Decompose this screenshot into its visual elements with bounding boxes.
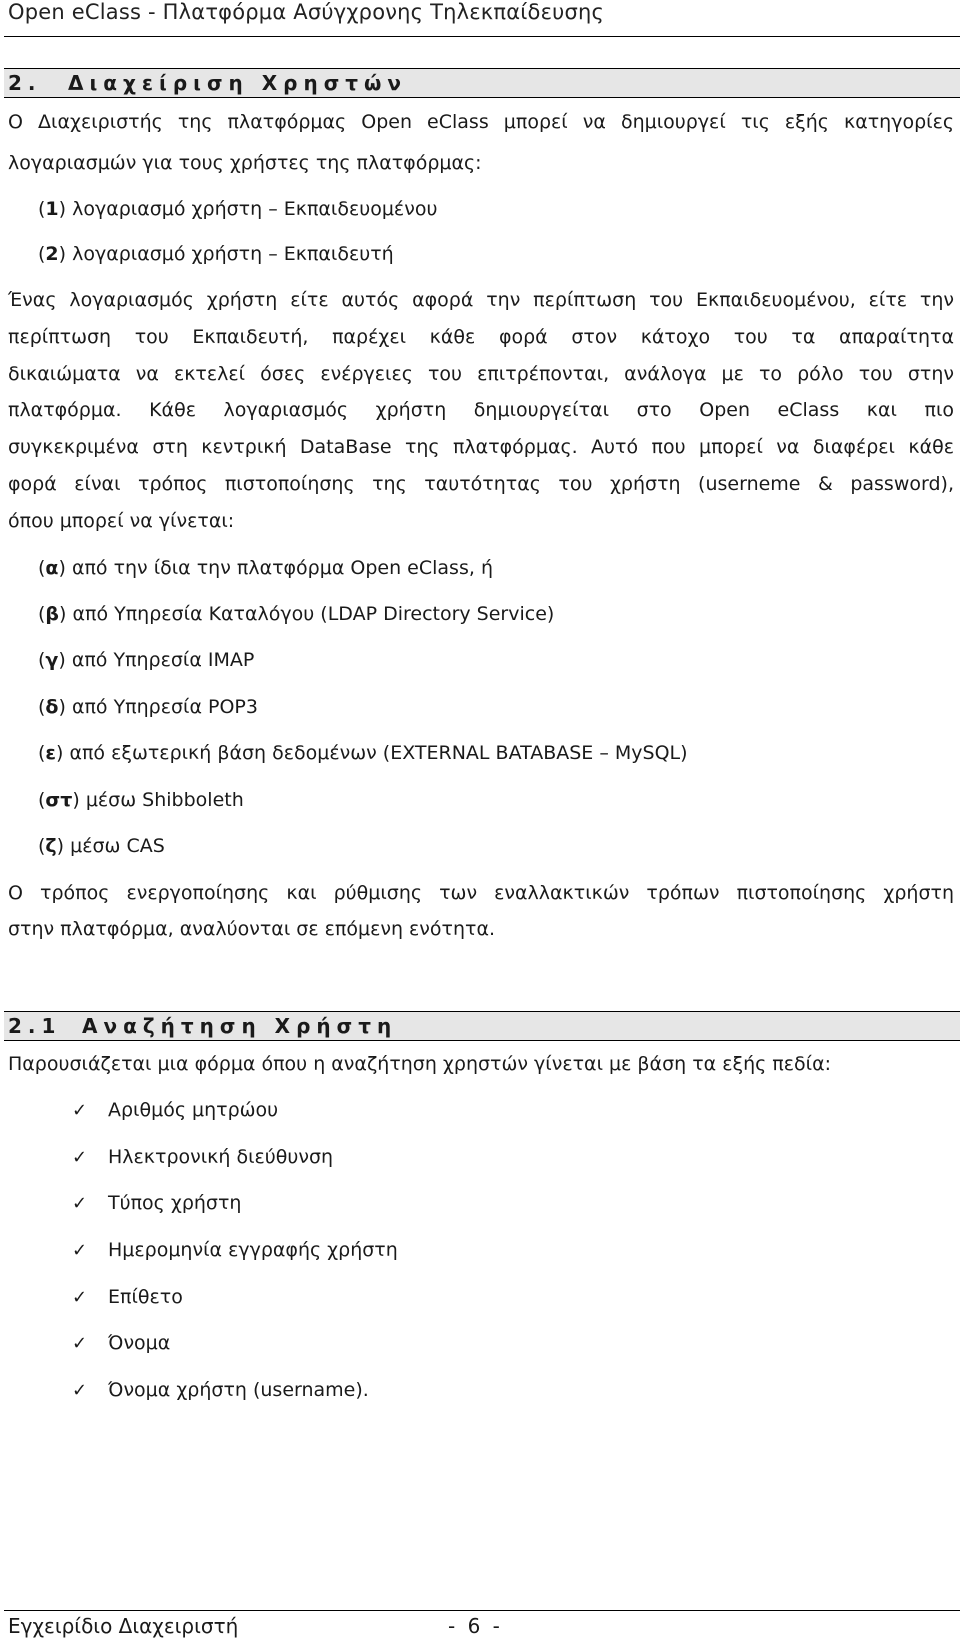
item-text: από Υπηρεσία Καταλόγου (LDAP Directory Service) bbox=[72, 603, 555, 625]
checkmark-icon: ✓ bbox=[72, 1193, 88, 1214]
footer-manual-name: Εγχειρίδιο Διαχειριστή bbox=[8, 1614, 239, 1638]
auth-method-item: (δ) από Υπηρεσία POP3 bbox=[38, 696, 258, 718]
search-intro: Παρουσιάζεται μια φόρμα όπου η αναζήτηση χρηστών γίνεται με βάση τα εξής πεδία: bbox=[8, 1053, 831, 1075]
item-text: λογαριασμό χρήστη – Εκπαιδευομένου bbox=[72, 198, 438, 220]
item-marker: 2 bbox=[45, 243, 59, 265]
auth-method-item: (α) από την ίδια την πλατφόρμα Open eClass, ή bbox=[38, 557, 493, 579]
field-label: Αριθμός μητρώου bbox=[108, 1099, 279, 1121]
account-type-item: (1) λογαριασμό χρήστη – Εκπαιδευομένου bbox=[38, 198, 438, 220]
item-text: από εξωτερική βάση δεδομένων (EXTERNAL BATABASE – MySQL) bbox=[69, 742, 688, 764]
item-text: από Υπηρεσία IMAP bbox=[71, 649, 255, 671]
body-line: περίπτωση του Εκπαιδευτή, παρέχει κάθε φορά στον κάτοχο του τα απαραίτητα bbox=[8, 326, 954, 348]
body-line: όπου μπορεί να γίνεται: bbox=[8, 510, 235, 532]
item-text: από την ίδια την πλατφόρμα Open eClass, ή bbox=[71, 557, 493, 579]
account-type-item: (2) λογαριασμό χρήστη – Εκπαιδευτή bbox=[38, 243, 394, 265]
closing-line: στην πλατφόρμα, αναλύονται σε επόμενη ενότητα. bbox=[8, 918, 496, 940]
item-text: μέσω Shibboleth bbox=[85, 789, 244, 811]
intro-line-1: Ο Διαχειριστής της πλατφόρμας Open eClass μπορεί να δημιουργεί τις εξής κατηγορίες bbox=[8, 111, 954, 133]
field-label: Τύπος χρήστη bbox=[108, 1192, 242, 1214]
item-marker: β bbox=[45, 603, 60, 625]
field-label: Ημερομηνία εγγραφής χρήστη bbox=[108, 1239, 398, 1261]
section-2-heading bbox=[4, 68, 960, 98]
field-label: Ηλεκτρονική διεύθυνση bbox=[108, 1146, 334, 1168]
checkmark-icon: ✓ bbox=[72, 1333, 88, 1354]
closing-line: Ο τρόπος ενεργοποίησης και ρύθμισης των εναλλακτικών τρόπων πιστοποίησης χρήστη bbox=[8, 882, 954, 904]
header-rule bbox=[4, 36, 960, 37]
search-field-item bbox=[72, 1145, 333, 1170]
item-text: λογαριασμό χρήστη – Εκπαιδευτή bbox=[72, 243, 394, 265]
footer-rule bbox=[4, 1610, 960, 1611]
item-text: μέσω CAS bbox=[70, 835, 165, 857]
checkmark-icon: ✓ bbox=[72, 1147, 88, 1168]
page-number: - 6 - bbox=[448, 1614, 503, 1638]
search-field-item bbox=[72, 1191, 241, 1216]
body-line: πλατφόρμα. Κάθε λογαριασμός χρήστη δημιουργείται στο Open eClass και πιο bbox=[8, 399, 954, 421]
search-field-item bbox=[72, 1285, 183, 1310]
checkmark-icon: ✓ bbox=[72, 1240, 88, 1261]
section-2-1-heading bbox=[4, 1011, 960, 1041]
auth-method-item: (ε) από εξωτερική βάση δεδομένων (EXTERNAL BATABASE – MySQL) bbox=[38, 742, 688, 764]
body-line: συγκεκριμένα στη κεντρική DataBase της πλατφόρμας. Αυτό που μπορεί να διαφέρει κάθε bbox=[8, 436, 954, 458]
item-marker: δ bbox=[45, 696, 59, 718]
intro-line-2: λογαριασμών για τους χρήστες της πλατφόρμας: bbox=[8, 152, 482, 174]
checkmark-icon: ✓ bbox=[72, 1100, 88, 1121]
item-marker: α bbox=[45, 557, 59, 579]
field-label: Όνομα χρήστη (username). bbox=[108, 1379, 369, 1401]
section-title: Αναζήτηση Χρήστη bbox=[82, 1014, 398, 1038]
body-line: δικαιώματα να εκτελεί όσες ενέργειες του επιτρέπονται, ανάλογα με το ρόλο του στην bbox=[8, 363, 954, 385]
item-marker: ζ bbox=[45, 835, 57, 857]
checkmark-icon: ✓ bbox=[72, 1380, 88, 1401]
field-label: Όνομα bbox=[108, 1332, 171, 1354]
auth-method-item: (στ) μέσω Shibboleth bbox=[38, 789, 244, 811]
auth-method-item: (β) από Υπηρεσία Καταλόγου (LDAP Directory Service) bbox=[38, 603, 555, 625]
item-text: από Υπηρεσία POP3 bbox=[71, 696, 258, 718]
body-line: φορά είναι τρόπος πιστοποίησης της ταυτότητας του χρήστη (userneme & password), bbox=[8, 473, 954, 495]
item-marker: ε bbox=[45, 742, 56, 764]
auth-method-item: (γ) από Υπηρεσία IMAP bbox=[38, 649, 255, 671]
body-line: Ένας λογαριασμός χρήστη είτε αυτός αφορά την περίπτωση του Εκπαιδευομένου, είτε την bbox=[8, 289, 954, 311]
section-number: 2. bbox=[8, 71, 42, 95]
search-field-item bbox=[72, 1378, 369, 1403]
running-header: Open eClass - Πλατφόρμα Ασύγχρονης Τηλεκπαίδευσης bbox=[8, 0, 605, 24]
section-title: Διαχείριση Χρηστών bbox=[68, 71, 408, 95]
field-label: Επίθετο bbox=[108, 1286, 183, 1308]
section-number: 2.1 bbox=[8, 1014, 62, 1038]
item-marker: γ bbox=[45, 649, 59, 671]
checkmark-icon: ✓ bbox=[72, 1287, 88, 1308]
item-marker: στ bbox=[45, 789, 73, 811]
search-field-item bbox=[72, 1098, 278, 1123]
search-field-item bbox=[72, 1238, 398, 1263]
auth-method-item: (ζ) μέσω CAS bbox=[38, 835, 165, 857]
item-marker: 1 bbox=[45, 198, 59, 220]
search-field-item bbox=[72, 1331, 170, 1356]
